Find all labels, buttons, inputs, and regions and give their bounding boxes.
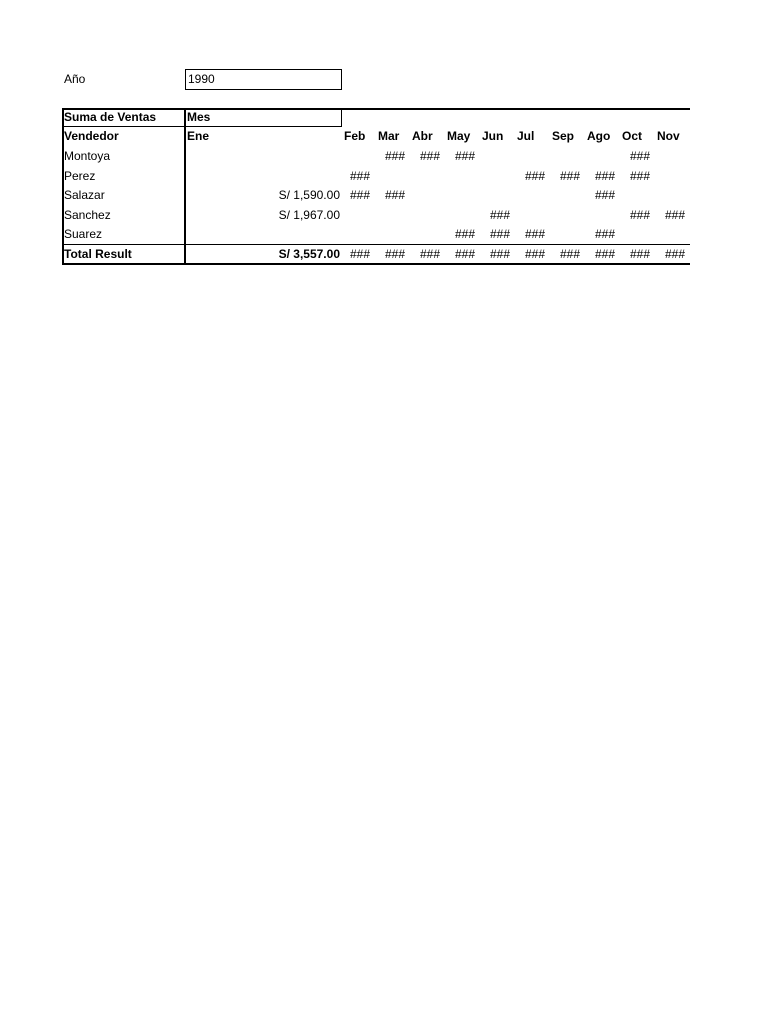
- month-header-oct[interactable]: Oct: [622, 129, 643, 143]
- year-value: 1990: [188, 72, 215, 86]
- month-header-feb[interactable]: Feb: [344, 129, 366, 143]
- cell-oct[interactable]: ###: [629, 247, 651, 261]
- pivot-table: [62, 108, 690, 264]
- month-header-abr[interactable]: Abr: [412, 129, 433, 143]
- cell-feb[interactable]: ###: [349, 168, 371, 183]
- cell-sep[interactable]: ###: [559, 168, 581, 183]
- cell-ago[interactable]: ###: [594, 227, 616, 241]
- cell-ene[interactable]: S/ 3,557.00: [278, 247, 340, 261]
- cell-mar[interactable]: ###: [384, 149, 406, 163]
- cell-abr[interactable]: ###: [419, 247, 441, 261]
- cell-ago[interactable]: ###: [594, 188, 616, 202]
- cell-may[interactable]: ###: [454, 227, 476, 241]
- cell-ene[interactable]: S/ 1,590.00: [278, 188, 340, 202]
- cell-nov[interactable]: ###: [664, 247, 686, 261]
- cell-may[interactable]: ###: [454, 149, 476, 163]
- cell-mar[interactable]: ###: [384, 188, 406, 202]
- cell-may[interactable]: ###: [454, 247, 476, 261]
- row-label[interactable]: Total Result: [64, 247, 132, 261]
- row-label[interactable]: Montoya: [64, 149, 111, 163]
- year-label: Año: [64, 72, 86, 86]
- cell-jul[interactable]: ###: [524, 227, 546, 241]
- month-header-mar[interactable]: Mar: [378, 129, 400, 143]
- column-field-header[interactable]: Mes: [187, 110, 211, 124]
- cell-jul[interactable]: ###: [524, 247, 546, 261]
- cell-jun[interactable]: ###: [489, 247, 511, 261]
- cell-ene[interactable]: S/ 1,967.00: [278, 207, 340, 222]
- pivot-top-border: [62, 108, 690, 110]
- month-header-may[interactable]: May: [447, 129, 471, 143]
- cell-feb[interactable]: ###: [349, 247, 371, 261]
- cell-abr[interactable]: ###: [419, 149, 441, 163]
- cell-oct[interactable]: ###: [629, 207, 651, 222]
- row-label[interactable]: Suarez: [64, 227, 103, 241]
- month-header-sep[interactable]: Sep: [552, 129, 575, 143]
- cell-jun[interactable]: ###: [489, 207, 511, 222]
- cell-oct[interactable]: ###: [629, 149, 651, 163]
- month-header-jul[interactable]: Jul: [517, 129, 535, 143]
- cell-jun[interactable]: ###: [489, 227, 511, 241]
- cell-ago[interactable]: ###: [594, 168, 616, 183]
- cell-nov[interactable]: ###: [664, 207, 686, 222]
- cell-oct[interactable]: ###: [629, 168, 651, 183]
- month-header-jun[interactable]: Jun: [482, 129, 504, 143]
- row-label[interactable]: Sanchez: [64, 207, 111, 222]
- month-header-ene[interactable]: Ene: [187, 129, 210, 143]
- row-label[interactable]: Perez: [64, 168, 96, 183]
- row-field-header[interactable]: Vendedor: [64, 129, 119, 143]
- month-header-ago[interactable]: Ago: [587, 129, 611, 143]
- month-header-nov[interactable]: Nov: [657, 129, 680, 143]
- cell-sep[interactable]: ###: [559, 247, 581, 261]
- cell-feb[interactable]: ###: [349, 188, 371, 202]
- cell-mar[interactable]: ###: [384, 247, 406, 261]
- pivot-mes-border: [341, 108, 342, 126]
- row-label[interactable]: Salazar: [64, 188, 105, 202]
- pivot-row-label-border: [184, 108, 186, 265]
- cell-ago[interactable]: ###: [594, 247, 616, 261]
- year-filter-cell[interactable]: [185, 69, 342, 90]
- data-field-header[interactable]: Suma de Ventas: [64, 110, 157, 124]
- cell-jul[interactable]: ###: [524, 168, 546, 183]
